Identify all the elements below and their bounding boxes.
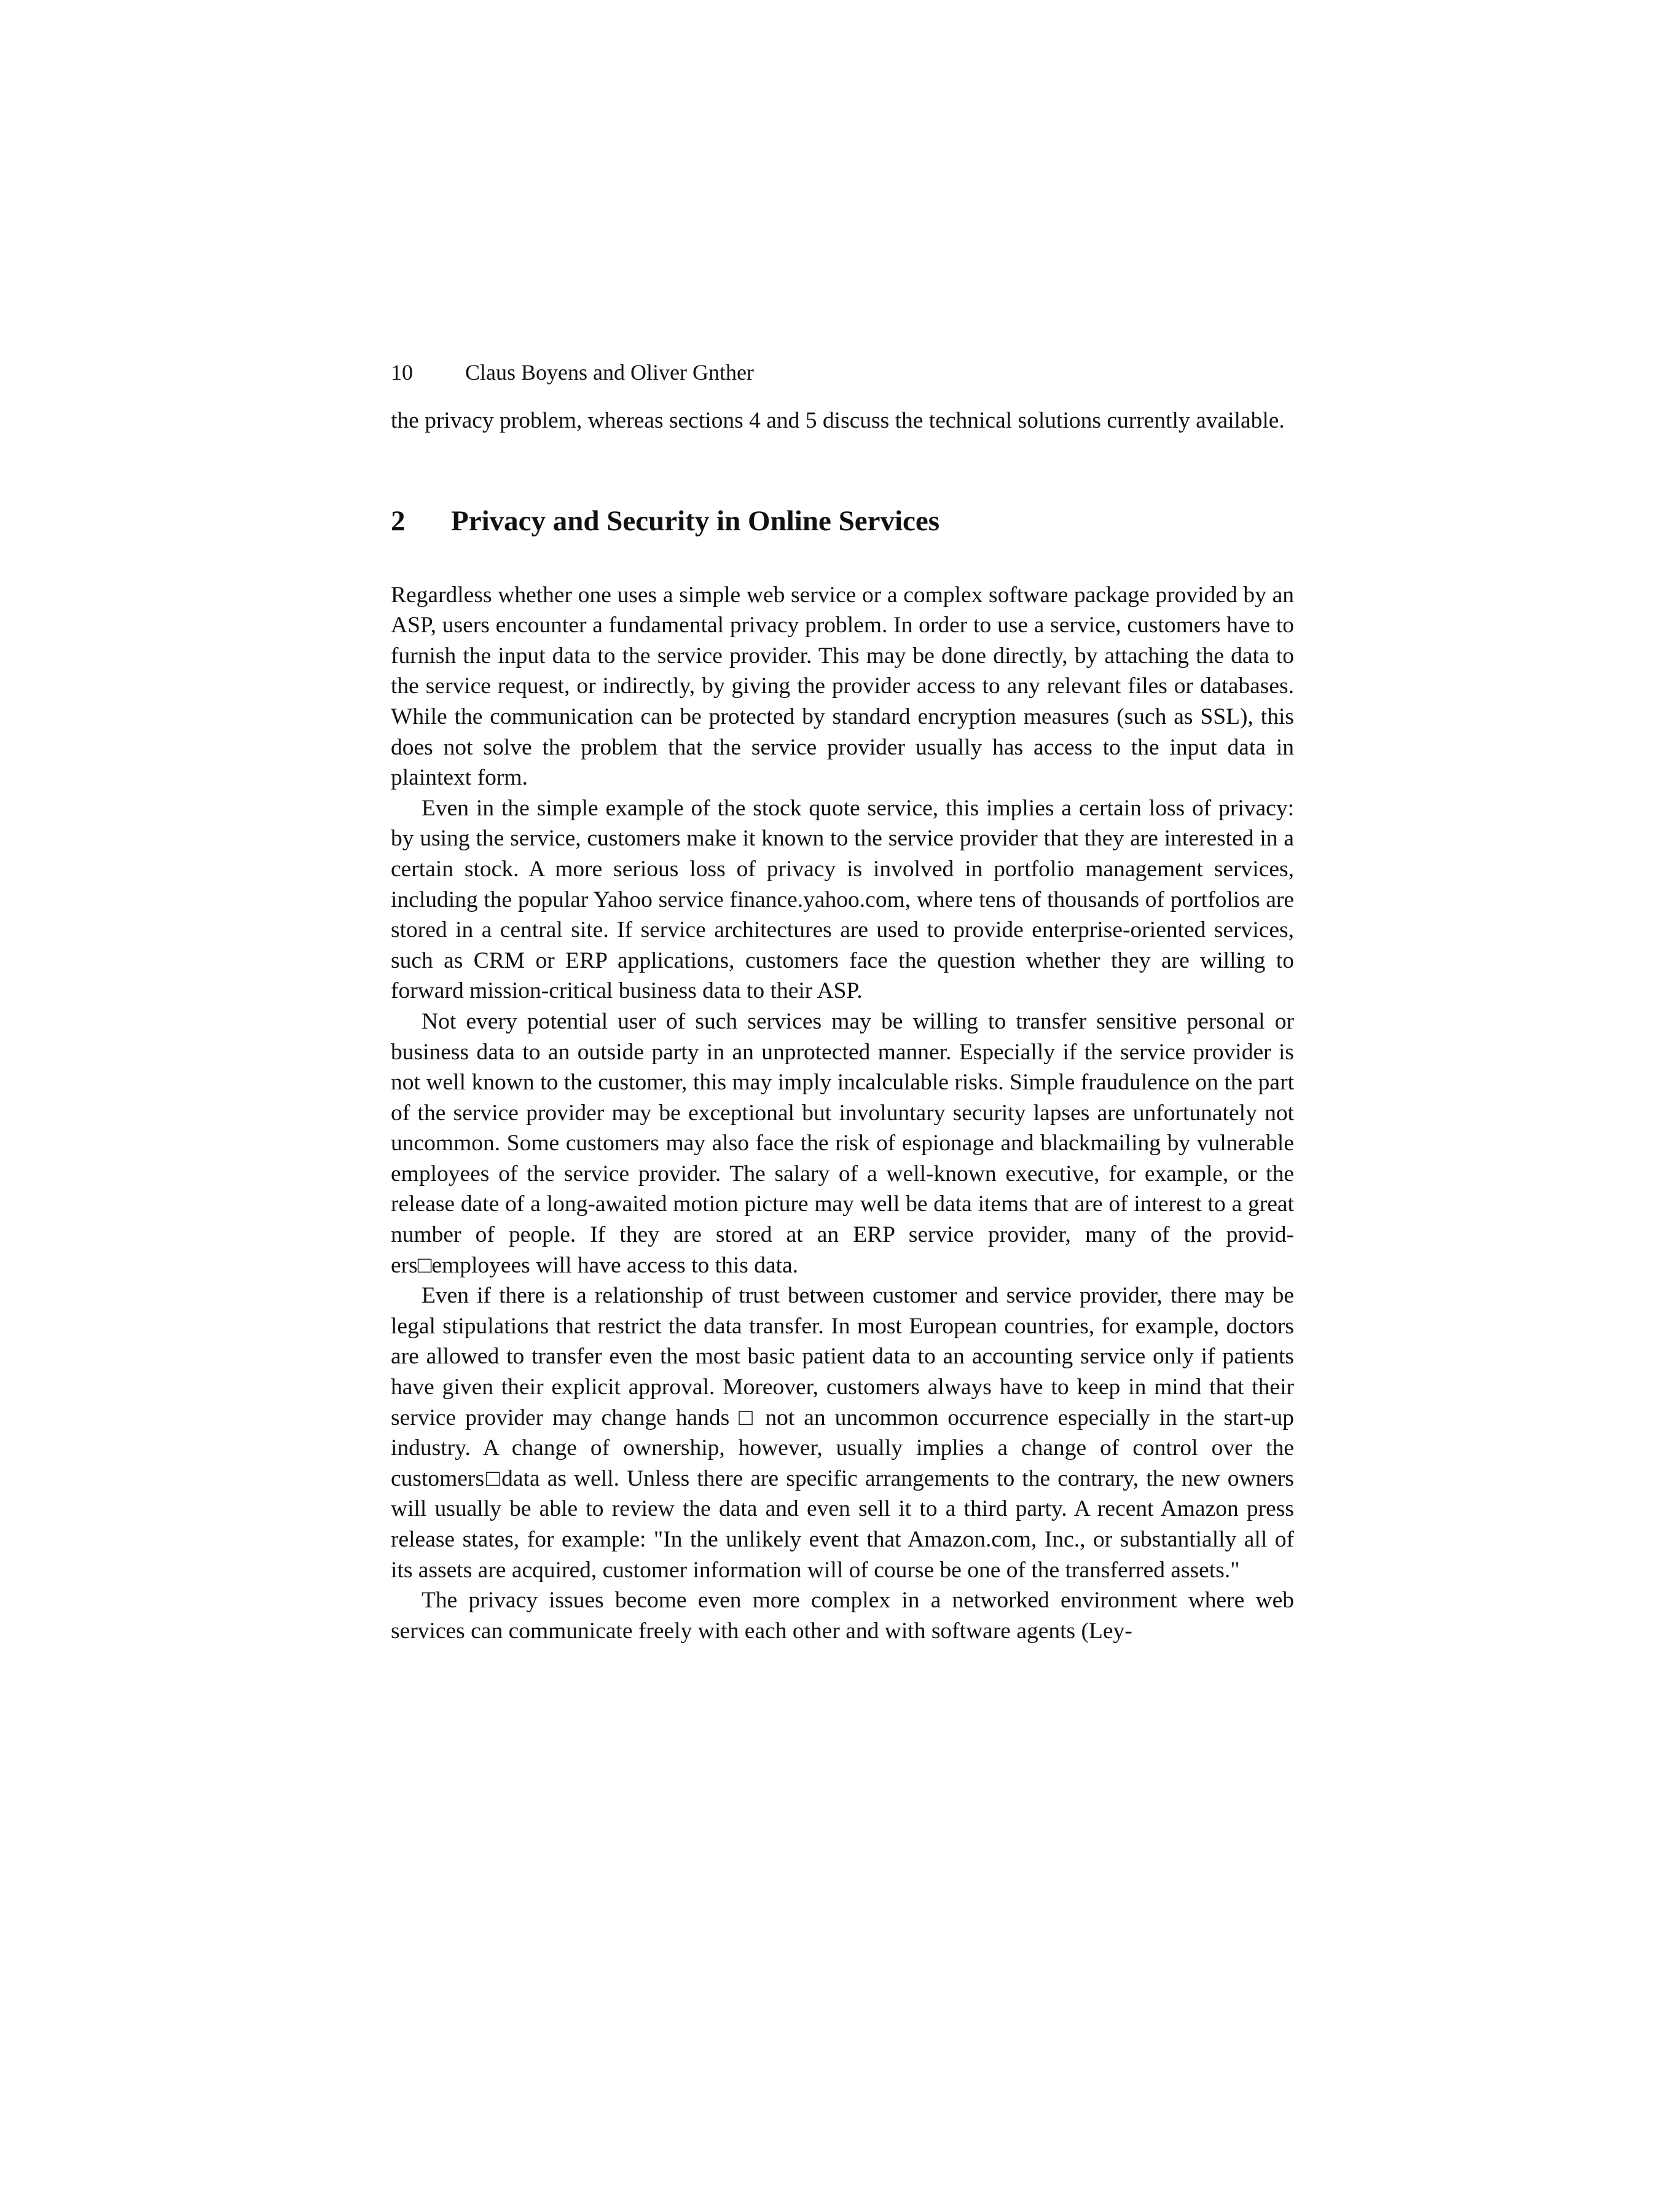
page-number: 10 <box>391 360 413 385</box>
body-paragraph: Not every potential user of such services may be willing to transfer sensitive personal or business data to an outside party in an unprotected manner. Especially if the service provider is not well known to the customer, this may imply incalculable risks. Simple fraudulence on the part of the service provider may be exceptional but involuntary security lapses are unfortunately not uncommon. Some customers may also face the risk of espionage and blackmailing by vulnerable employees of the service provider. The salary of a well-known executive, for example, or the release date of a long-awaited motion picture may well be data items that are of interest to a great number of people. If they are stored at an ERP service provider, many of the providers□employees will have access to this data. <box>391 1008 1294 1278</box>
body-paragraph: Regardless whether one uses a simple web service or a complex software package provided by an ASP, users encounter a fundamental privacy problem. In order to use a service, customers have to furnish the input data to the service provider. This may be done directly, by attaching the data to the service request, or indirectly, by giving the provider access to any relevant files or databases. While the communication can be protected by standard encryption measures (such as SSL), this does not solve the problem that the service provider usually has access to the input data in plaintext form. <box>391 582 1294 791</box>
body-paragraph: The privacy issues become even more complex in a networked environment where web services can communicate freely with each other and with software agents (Ley- <box>391 1588 1294 1644</box>
section-number: 2 <box>391 504 406 537</box>
section-heading <box>391 503 1294 539</box>
body-paragraph: Even in the simple example of the stock quote service, this implies a certain loss of privacy: by using the service, customers make it known to the service provider that they are interested in a certain stock. A more serious loss of privacy is involved in portfolio management services, including the popular Yahoo service finance.yahoo.​com, where tens of thousands of portfolios are stored in a central site. If service architectures are used to provide enterprise-oriented services, such as CRM or ERP applications, customers face the question whether they are willing to forward mission-critical business data to their ASP. <box>391 795 1294 1004</box>
body-paragraph: Even if there is a relationship of trust between customer and service provider, there may be legal stipulations that restrict the data transfer. In most European countries, for example, doctors are allowed to transfer even the most basic patient data to an accounting service only if patients have given their explicit approval. Moreover, customers always have to keep in mind that their service provider may change hands □ not an uncommon occurrence especially in the start-up industry. A change of ownership, however, usually implies a change of control over the customers□data as well. Unless there are specific arrangements to the contrary, the new owners will usually be able to review the data and even sell it to a third party. A recent Amazon press release states, for example: "In the unlikely event that Amazon.com, Inc., or substantially all of its assets are acquired, customer information will of course be one of the transferred assets." <box>391 1283 1294 1583</box>
section-title: Privacy and Security in Online Services <box>451 504 940 537</box>
book-page <box>391 354 1294 1646</box>
running-head <box>391 354 1294 391</box>
intro-paragraph: the privacy problem, whereas sections 4 and 5 discuss the technical solutions currently available. <box>391 408 1285 433</box>
running-head-authors: Claus Boyens and Oliver Gnther <box>465 360 754 385</box>
